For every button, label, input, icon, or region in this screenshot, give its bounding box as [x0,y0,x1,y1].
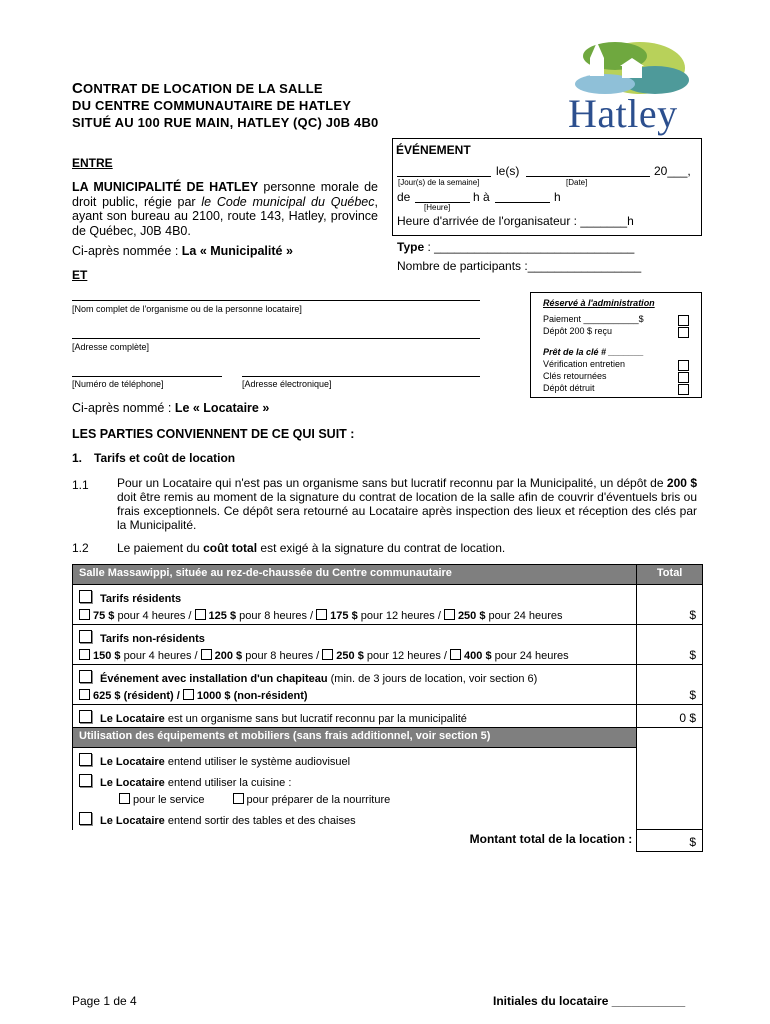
contract-title [72,80,379,131]
locataire-designation: Ci-après nommé : Le « Locataire » [72,401,270,415]
title-line-1: CONTRAT DE LOCATION DE LA SALLE [72,80,323,97]
preparer-checkbox[interactable] [233,793,244,804]
rate-checkbox[interactable] [79,609,90,620]
title-line-2: DU CENTRE COMMUNAUTAIRE DE HATLEY [72,98,352,113]
chapiteau-nonresident-checkbox[interactable] [183,689,194,700]
nonresidents-total[interactable]: $ [637,625,703,665]
total-header: Total [637,565,703,585]
cles-checkbox[interactable] [678,372,689,383]
section-1-1-number: 1.1 [72,478,89,492]
equipements-total-empty [637,728,703,748]
table-row [73,585,703,625]
hatley-logo [560,38,690,138]
osbl-cell: Le Locataire est un organisme sans but lucratif reconnu par la municipalité [73,705,637,728]
nonresidents-rates: 150 $ pour 4 heures / 200 $ pour 8 heures / 250 $ pour 12 heures / 400 $ pour 24 heures [79,649,630,662]
equipements-total-empty-2 [637,748,703,830]
admin-heading: Réservé à l'administration [543,298,655,308]
montant-total-label: Montant total de la location : [469,831,633,846]
rate-checkbox[interactable] [444,609,455,620]
rate-checkbox[interactable] [201,649,212,660]
adresse-label: [Adresse complète] [72,342,150,352]
evenement-heading: ÉVÉNEMENT [396,143,471,157]
municipalite-designation: Ci-après nommée : La « Municipalité » [72,244,293,258]
section-1-title: Tarifs et coût de location [94,451,236,465]
depot-recu-checkbox[interactable] [678,327,689,338]
nonresidents-checkbox[interactable] [79,630,92,643]
section-1-2-number: 1.2 [72,541,89,555]
telephone-label: [Numéro de téléphone] [72,379,164,389]
admin-depot-recu: Dépôt 200 $ reçu [543,326,613,336]
admin-cles: Clés retournées [543,371,607,381]
residents-checkbox[interactable] [79,590,92,603]
courriel-blank[interactable] [242,376,480,377]
h-a-label: h à [473,190,490,204]
residents-total[interactable]: $ [637,585,703,625]
admin-verification: Vérification entretien [543,359,626,369]
table-row [73,830,703,852]
nonresidents-cell: Tarifs non-résidents 150 $ pour 4 heures / 200 $ pour 8 heures / 250 $ pour 12 heures / 400 $ pour 24 heures [73,625,637,665]
admin-depot-detruit: Dépôt détruit [543,383,595,393]
table-row [73,665,703,705]
section-1-2-text: Le paiement du coût total est exigé à la signature du contrat de location. [117,541,506,555]
chapiteau-resident-checkbox[interactable] [79,689,90,700]
residents-rates: 75 $ pour 4 heures / 125 $ pour 8 heures / 175 $ pour 12 heures / 250 $ pour 24 heures [79,609,630,622]
equipements-cell: Le Locataire entend utiliser le système audiovisuel Le Locataire entend utiliser la cuisine : pour le service pour préparer de la nourriture Le Locataire entend sortir des tables et des chaises [73,748,637,830]
table-header: Salle Massawippi, située au rez-de-chaussée du Centre communautaire [73,565,637,585]
date-label: [Date] [566,178,588,187]
adresse-blank[interactable] [72,338,480,339]
rate-checkbox[interactable] [316,609,327,620]
entre-heading: ENTRE [72,156,113,170]
date-blank[interactable] [526,176,650,177]
tarifs-table [72,564,703,852]
parties-heading: LES PARTIES CONVIENNENT DE CE QUI SUIT : [72,427,355,441]
type-field[interactable]: Type : ______________________________ [397,240,635,254]
year-field[interactable]: 20___, [654,164,691,178]
residents-cell: Tarifs résidents 75 $ pour 4 heures / 125 $ pour 8 heures / 175 $ pour 12 heures / 250 $ pour 24 heures [73,585,637,625]
osbl-checkbox[interactable] [79,710,92,723]
jour-blank[interactable] [397,176,491,177]
jour-label: [Jour(s) de la semaine] [398,178,480,187]
rate-checkbox[interactable] [79,649,90,660]
equipements-header: Utilisation des équipements et mobiliers (sans frais additionnel, voir section 5) [73,728,637,748]
title-line-3: SITUÉ AU 100 RUE MAIN, HATLEY (QC) J0B 4B0 [72,115,379,130]
rate-checkbox[interactable] [195,609,206,620]
tables-chaises-checkbox[interactable] [79,812,92,825]
section-1-1-text: Pour un Locataire qui n'est pas un organisme sans but lucratif reconnu par la Municipalité, un dépôt de 200 $ doit être remis au moment de la signature du contrat de location de la salle afin de couvrir d'éventuels bris ou frais exceptionnels. Ce dépôt sera retourné au Locataire après inspection des lieux et réception des clés par la Municipalité. [117,476,698,532]
table-row [73,748,703,830]
section-1-number: 1. [72,451,83,465]
paiement-checkbox[interactable] [678,315,689,326]
admin-paiement: Paiement ___________$ [543,314,644,324]
logo-text: Hatley [568,91,678,136]
logo-landscape-icon [560,38,690,98]
initiales-locataire[interactable]: Initiales du locataire ___________ [493,994,686,1008]
courriel-label: [Adresse électronique] [242,379,332,389]
rate-checkbox[interactable] [322,649,333,660]
rate-checkbox[interactable] [450,649,461,660]
table-row [73,705,703,728]
nom-label: [Nom complet de l'organisme ou de la personne locataire] [72,304,302,314]
chapiteau-cell: Événement avec installation d'un chapiteau (min. de 3 jours de location, voir section 6) 625 $ (résident) / 1000 $ (non-résident) [73,665,637,705]
montant-total-field[interactable]: $ [637,830,703,852]
telephone-blank[interactable] [72,376,222,377]
page-number: Page 1 de 4 [72,994,137,1008]
municipalite-paragraph: LA MUNICIPALITÉ DE HATLEY personne morale de droit public, régie par le Code municipal du Québec, ayant son bureau au 2100, route 143, Hatley, province de Québec, J0B 4B0. [72,180,379,238]
le-s-label: le(s) [496,164,520,178]
h-label: h [554,190,561,204]
osbl-total[interactable]: 0 $ [637,705,703,728]
heure-fin-blank[interactable] [495,202,550,203]
table-row [73,625,703,665]
nom-blank[interactable] [72,300,480,301]
service-checkbox[interactable] [119,793,130,804]
cuisine-checkbox[interactable] [79,774,92,787]
chapiteau-total[interactable]: $ [637,665,703,705]
admin-pret-cle: Prêt de la clé # _______ [543,347,644,357]
depot-detruit-checkbox[interactable] [678,384,689,395]
verification-checkbox[interactable] [678,360,689,371]
de-label: de [397,190,411,204]
heure-arrivee-field[interactable]: Heure d'arrivée de l'organisateur : _______h [397,214,634,228]
audiovisuel-checkbox[interactable] [79,753,92,766]
chapiteau-checkbox[interactable] [79,670,92,683]
et-heading: ET [72,268,88,282]
heure-label: [Heure] [424,203,451,212]
participants-field[interactable]: Nombre de participants :_________________ [397,259,642,273]
